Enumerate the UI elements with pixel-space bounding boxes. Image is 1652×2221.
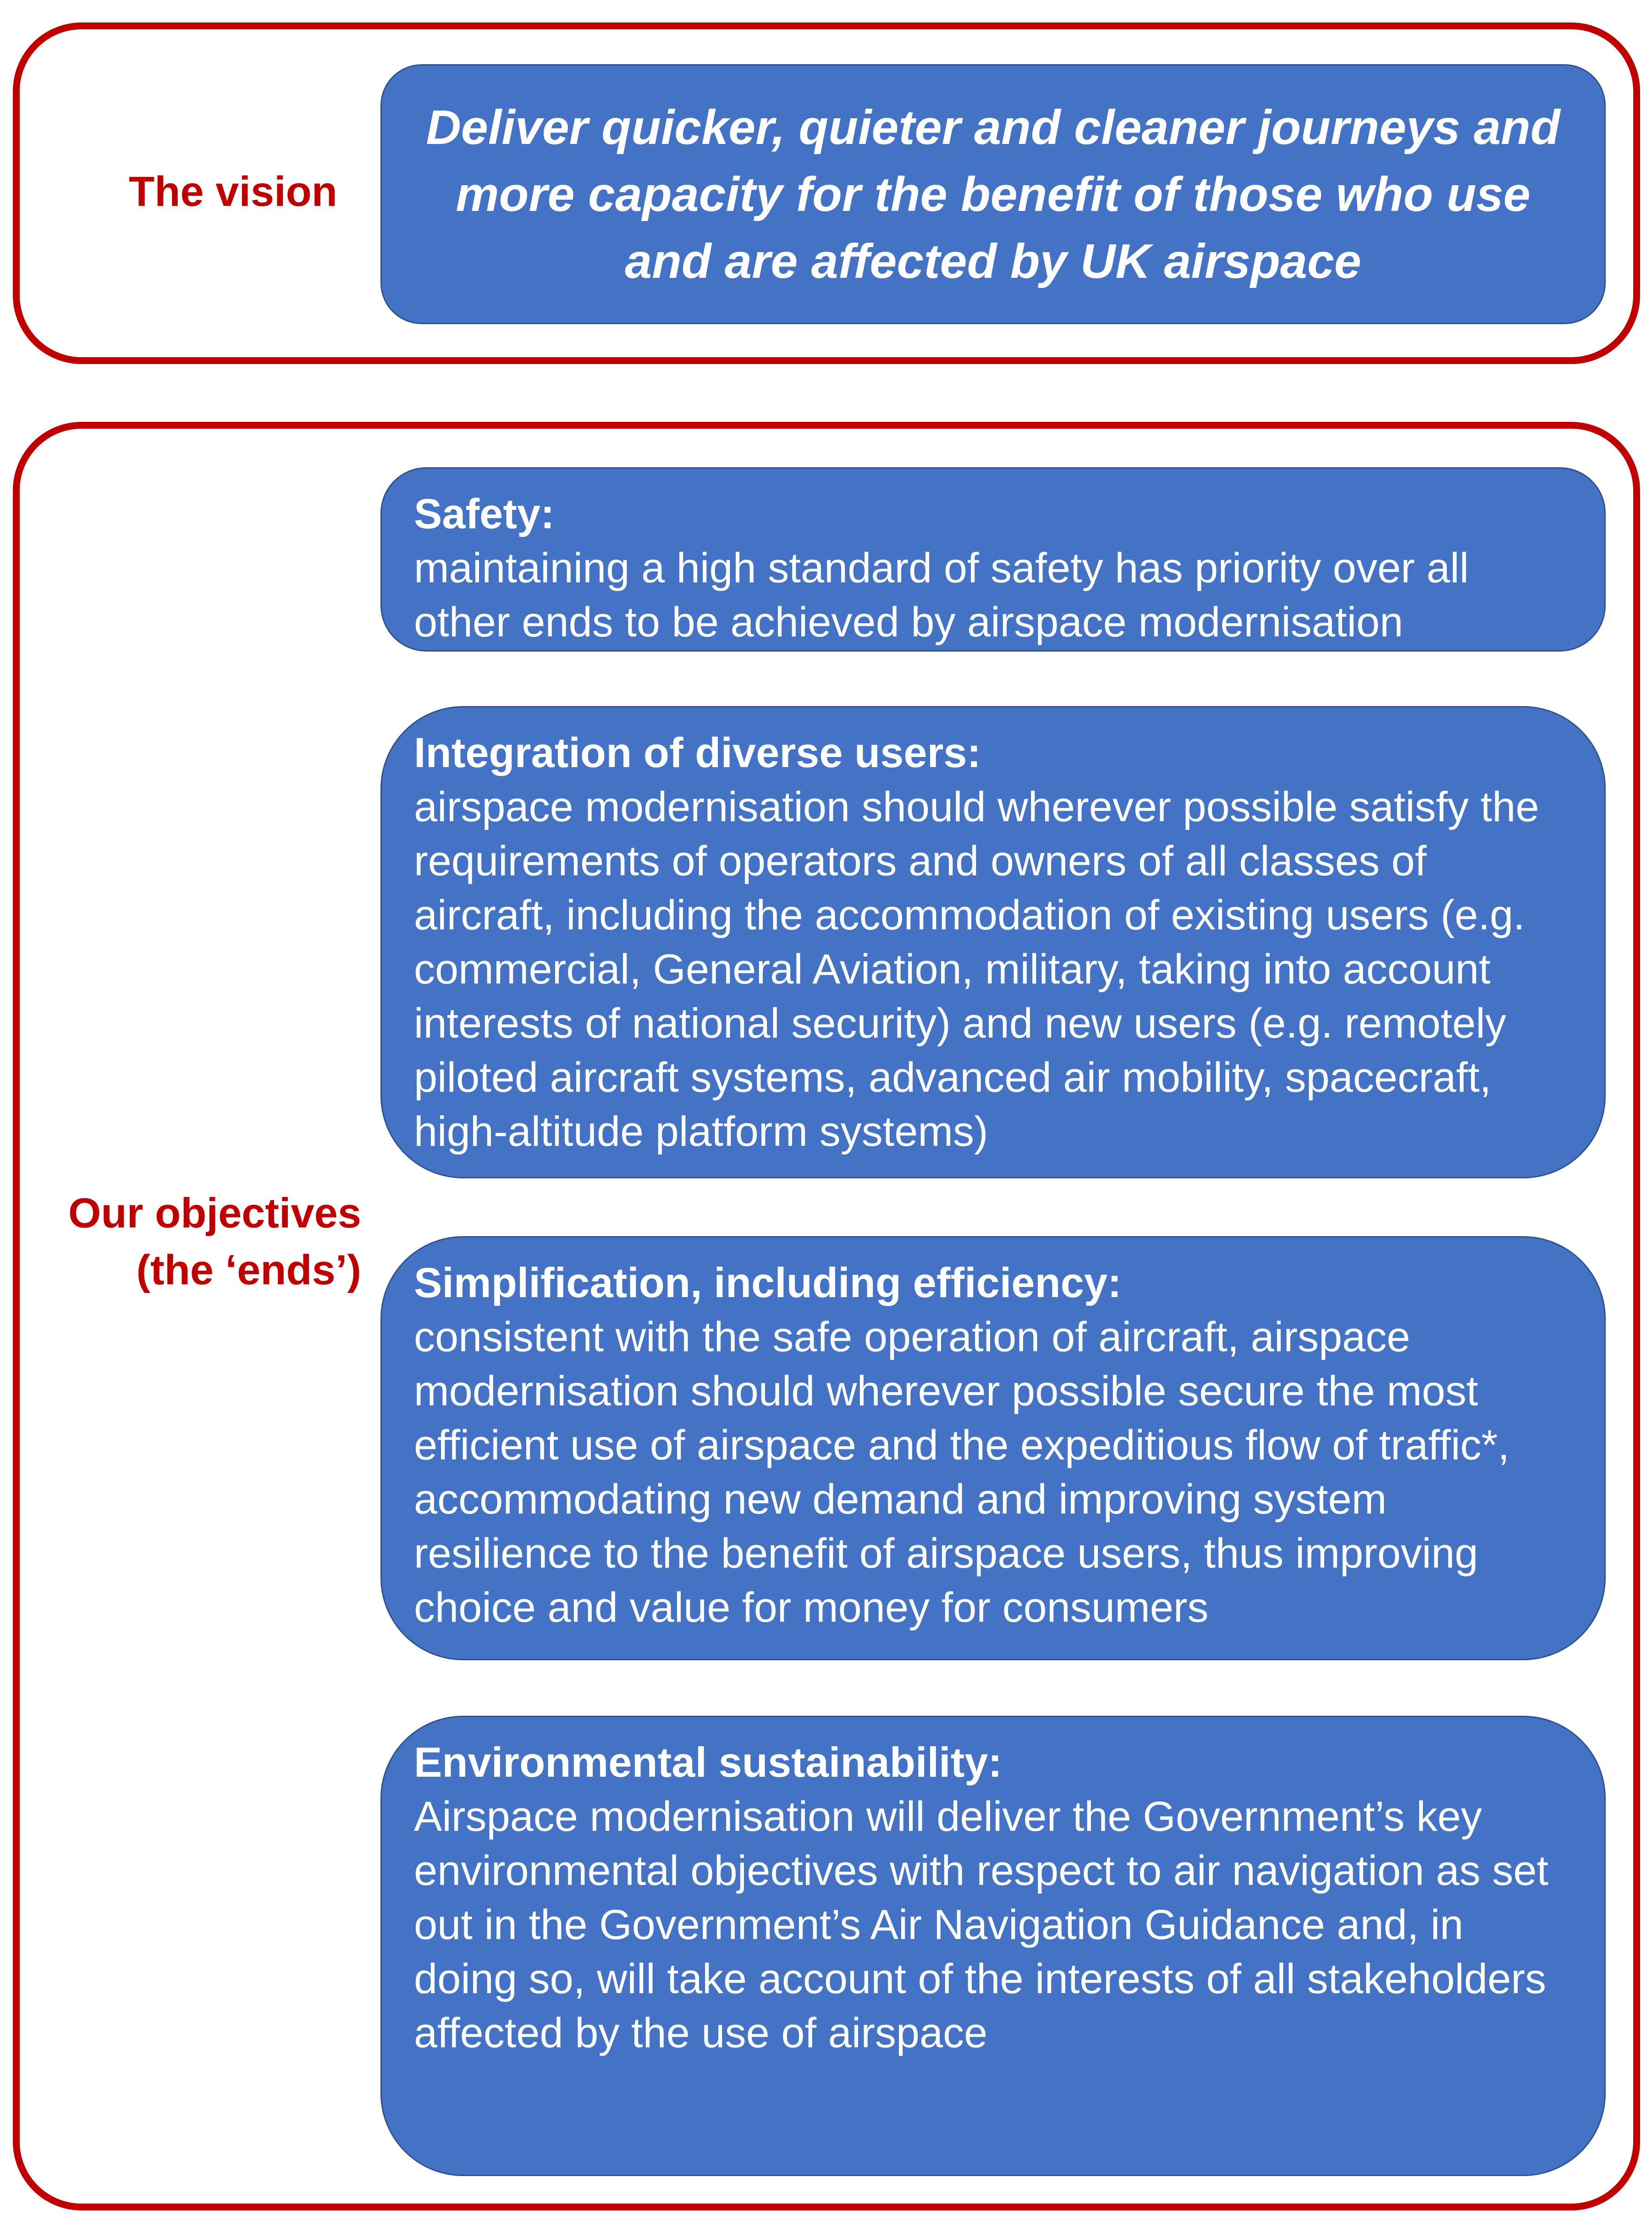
objective-title: Integration of diverse users: (414, 729, 981, 776)
vision-box (380, 64, 1606, 324)
objective-environment-box (380, 1716, 1606, 2176)
vision-statement: Deliver quicker, quieter and cleaner journeys and more capacity for the benefit of those who use and are affected by UK airspace (426, 100, 1560, 288)
objective-text: airspace modernisation should wherever possible satisfy the requirements of operators and owners of all classes of aircraft, including the accommodation of existing users (e.g. commercial, General Aviation, military, taking into account interests of national security) and new users (e.g. remotely piloted aircraft systems, advanced air mobility, spacecraft, high-altitude platform systems) (414, 784, 1539, 1155)
objective-title: Safety: (414, 491, 555, 537)
objective-title: Simplification, including efficiency: (414, 1260, 1122, 1306)
objective-title: Environmental sustainability: (414, 1739, 1002, 1786)
objectives-label (68, 1185, 361, 1298)
objective-text: maintaining a high standard of safety has priority over all other ends to be achieved by airspace modernisation (414, 545, 1469, 646)
objectives-label-line2: (the ‘ends’) (136, 1247, 361, 1293)
objective-integration-box (380, 706, 1606, 1178)
objective-text: consistent with the safe operation of aircraft, airspace modernisation should wherever possible secure the most efficient use of airspace and the expeditious flow of traffic*, accommodating new demand and improving system resilience to the benefit of airspace users, thus improving choice and value for money for consumers (414, 1314, 1510, 1631)
objective-text: Airspace modernisation will deliver the Government’s key environmental objectives with respect to air navigation as set out in the Government’s Air Navigation Guidance and, in doing so, will take account of the interests of all stakeholders affected by the use of airspace (414, 1793, 1549, 2056)
objectives-label-line1: Our objectives (68, 1190, 361, 1237)
objective-safety-box (380, 467, 1606, 652)
vision-label: The vision (129, 168, 337, 215)
objective-simplification-box (380, 1236, 1606, 1660)
